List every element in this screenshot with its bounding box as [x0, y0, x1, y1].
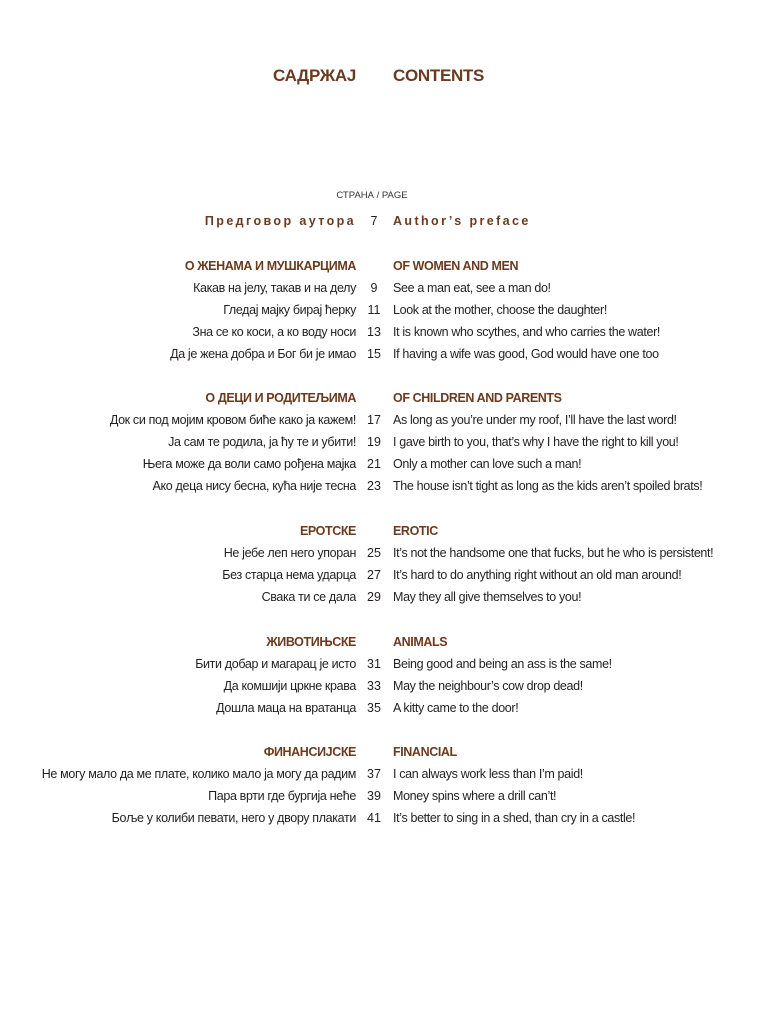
toc-page-number: 23 [367, 479, 381, 493]
section-heading-serbian: О ЖЕНАМА И МУШКАРЦИМА [184, 259, 356, 273]
toc-page-number: 7 [370, 214, 378, 228]
section-heading-english: OF WOMEN AND MEN [393, 259, 519, 273]
toc-row[interactable] [0, 657, 768, 677]
toc-entry-english: It is known who scythes, and who carries the water! [393, 325, 661, 339]
toc-entry-english: It’s hard to do anything right without an old man around! [393, 568, 682, 582]
toc-page-number: 21 [367, 457, 381, 471]
toc-entry-english: Look at the mother, choose the daughter! [393, 303, 607, 317]
section-heading-women-men [0, 259, 768, 279]
title-serbian: САДРЖАЈ [273, 66, 356, 85]
toc-row[interactable] [0, 546, 768, 566]
toc-row-preface[interactable] [0, 214, 768, 234]
toc-row[interactable] [0, 303, 768, 323]
section-heading-financial [0, 745, 768, 765]
toc-page-number: 39 [367, 789, 381, 803]
toc-entry-english: A kitty came to the door! [393, 701, 519, 715]
toc-page-number: 9 [370, 281, 378, 295]
toc-entry-serbian: Ако деца нису бесна, кућа није тесна [152, 479, 356, 493]
toc-row[interactable] [0, 811, 768, 831]
toc-row[interactable] [0, 435, 768, 455]
toc-entry-serbian: Да комшији цркне крава [223, 679, 356, 693]
toc-entry-english: The house isn’t tight as long as the kids aren’t spoiled brats! [393, 479, 703, 493]
toc-row[interactable] [0, 347, 768, 367]
toc-entry-serbian: Док си под мојим кровом биће како ја кажем! [109, 413, 356, 427]
toc-row[interactable] [0, 413, 768, 433]
toc-page-number: 31 [367, 657, 381, 671]
toc-entry-english: Author’s preface [393, 214, 531, 228]
toc-entry-serbian: Да је жена добра и Бог би је имао [170, 347, 356, 361]
toc-row[interactable] [0, 568, 768, 588]
toc-entry-english: I can always work less than I’m paid! [393, 767, 583, 781]
toc-entry-serbian: Какав на јелу, такав и на делу [193, 281, 356, 295]
toc-entry-english: Being good and being an ass is the same! [393, 657, 612, 671]
toc-entry-english: It’s better to sing in a shed, than cry in a castle! [393, 811, 636, 825]
section-heading-serbian: О ДЕЦИ И РОДИТЕЉИМА [205, 391, 356, 405]
toc-entry-serbian: Дошла маца на вратанца [216, 701, 356, 715]
toc-page-number: 15 [367, 347, 381, 361]
section-heading-serbian: ФИНАНСИЈСКЕ [263, 745, 356, 759]
toc-entry-serbian: Свака ти се дала [261, 590, 356, 604]
section-heading-children-parents [0, 391, 768, 411]
page-column-label: СТРАНА / PAGE [336, 190, 408, 201]
toc-row[interactable] [0, 789, 768, 809]
toc-row[interactable] [0, 767, 768, 787]
section-heading-english: ANIMALS [393, 635, 448, 649]
toc-page-number: 33 [367, 679, 381, 693]
toc-row[interactable] [0, 679, 768, 699]
toc-row[interactable] [0, 701, 768, 721]
toc-row[interactable] [0, 457, 768, 477]
toc-page-number: 27 [367, 568, 381, 582]
toc-page-number: 29 [367, 590, 381, 604]
toc-entry-english: I gave birth to you, that’s why I have the right to kill you! [393, 435, 679, 449]
toc-page-number: 13 [367, 325, 381, 339]
section-heading-serbian: ЕРОТСКЕ [299, 524, 356, 538]
section-heading-english: EROTIC [393, 524, 438, 538]
toc-entry-serbian: Зна се ко коси, а ко воду носи [192, 325, 356, 339]
toc-page-number: 19 [367, 435, 381, 449]
toc-row[interactable] [0, 590, 768, 610]
toc-entry-serbian: Не могу мало да ме плате, колико мало ја могу да радим [41, 767, 356, 781]
toc-entry-serbian: Пара врти где бургија неће [208, 789, 356, 803]
toc-page-number: 17 [367, 413, 381, 427]
toc-entry-serbian: Боље у колиби певати, него у двору плакати [111, 811, 356, 825]
title-english: CONTENTS [393, 66, 485, 85]
toc-row[interactable] [0, 325, 768, 345]
toc-entry-english: It’s not the handsome one that fucks, but he who is persistent! [393, 546, 714, 560]
section-heading-english: FINANCIAL [393, 745, 457, 759]
toc-entry-serbian: Предговор аутора [204, 214, 356, 228]
toc-entry-serbian: Без старца нема ударца [222, 568, 356, 582]
toc-entry-serbian: Ја сам те родила, ја ћу те и убити! [168, 435, 356, 449]
toc-page-number: 35 [367, 701, 381, 715]
contents-title [0, 66, 768, 90]
toc-entry-english: May they all give themselves to you! [393, 590, 582, 604]
toc-entry-serbian: Гледај мајку бирај ћерку [223, 303, 356, 317]
toc-entry-serbian: Њега може да воли само рођена мајка [142, 457, 356, 471]
toc-page-number: 25 [367, 546, 381, 560]
section-heading-serbian: ЖИВОТИЊСКЕ [266, 635, 356, 649]
section-heading-erotic [0, 524, 768, 544]
toc-row[interactable] [0, 281, 768, 301]
toc-row[interactable] [0, 479, 768, 499]
toc-entry-english: Only a mother can love such a man! [393, 457, 582, 471]
toc-page-number: 37 [367, 767, 381, 781]
toc-entry-english: As long as you’re under my roof, I’ll have the last word! [393, 413, 677, 427]
section-heading-english: OF CHILDREN AND PARENTS [393, 391, 562, 405]
toc-page-number: 41 [367, 811, 381, 825]
toc-entry-english: If having a wife was good, God would have one too [393, 347, 659, 361]
toc-entry-serbian: Бити добар и магарац је исто [195, 657, 356, 671]
section-heading-animals [0, 635, 768, 655]
toc-entry-english: May the neighbour’s cow drop dead! [393, 679, 583, 693]
toc-entry-english: Money spins where a drill can’t! [393, 789, 557, 803]
toc-entry-english: See a man eat, see a man do! [393, 281, 551, 295]
toc-page-number: 11 [367, 303, 381, 317]
toc-entry-serbian: Не јебе леп него упоран [223, 546, 356, 560]
